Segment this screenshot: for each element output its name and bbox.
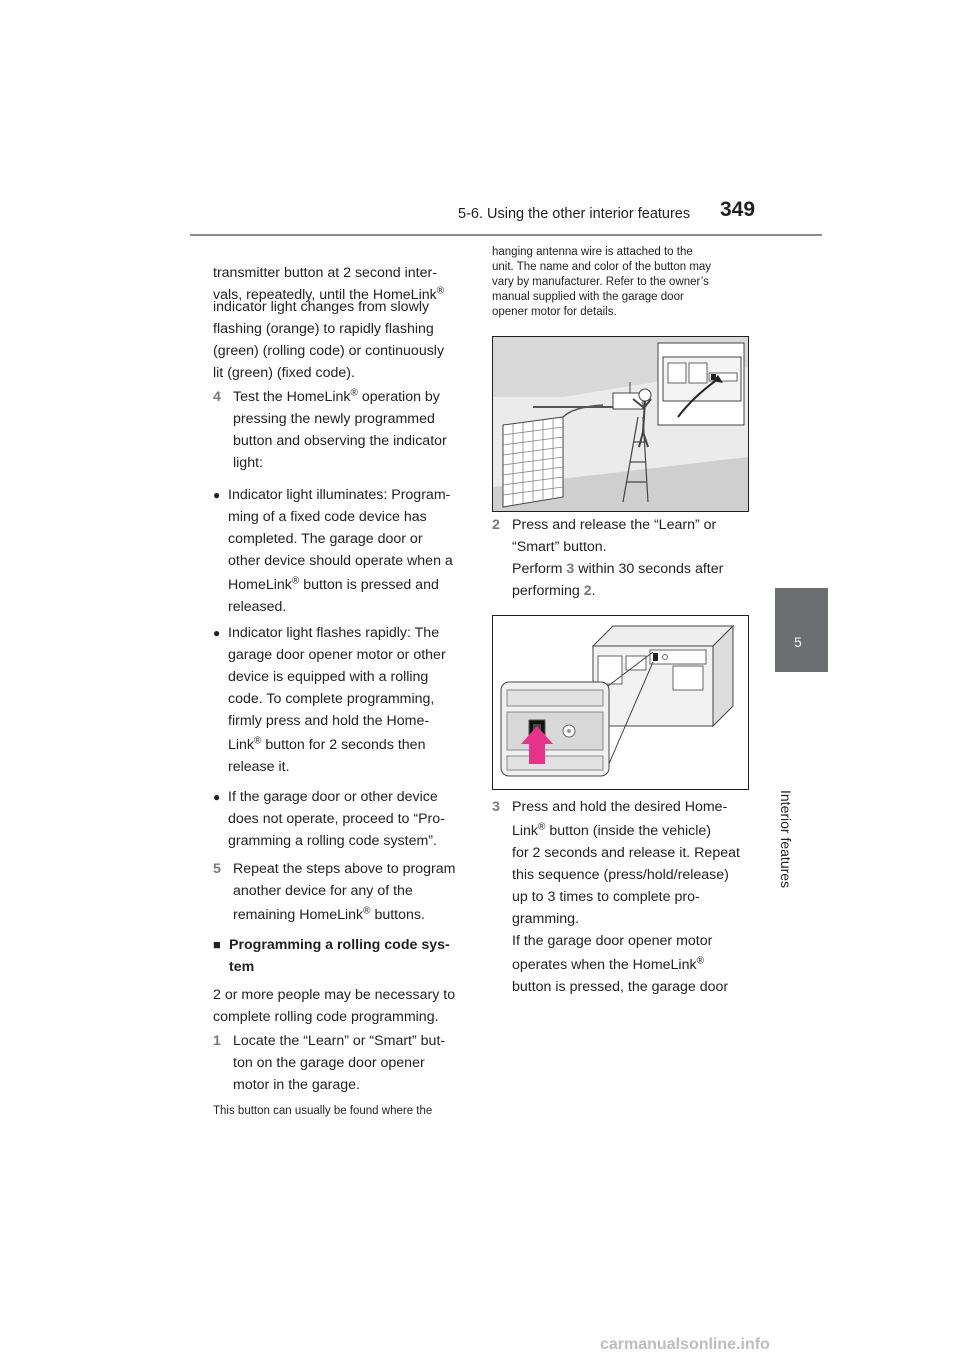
step-number: 3 (492, 799, 500, 815)
bullet-item: ● If the garage door or other device does not operate, proceed to “Pro- gramming a rolling code system”. (213, 789, 445, 849)
body-line: (green) (rolling code) or continuously (213, 343, 445, 359)
learn-button-graphic (493, 616, 748, 789)
step-number: 2 (492, 517, 500, 533)
body-line: complete rolling code programming. (213, 1009, 439, 1025)
chapter-number: 5 (794, 634, 802, 650)
chapter-label: Interior features (778, 790, 794, 889)
note-text: manual supplied with the garage door (492, 291, 684, 303)
section-title: 5-6. Using the other interior features (458, 206, 691, 222)
chapter-tab (775, 588, 828, 672)
watermark: carmanualsonline.info (600, 1336, 770, 1353)
step-4: 4 Test the HomeLink® operation by pressing the newly programmed button and observing the indicator light: (213, 387, 447, 471)
step-number: 4 (213, 389, 221, 405)
body-line: lit (green) (fixed code). (213, 365, 355, 381)
step-5: 5 Repeat the steps above to program another device for any of the remaining HomeLink® buttons. (213, 858, 455, 926)
garage-opener-illustration (492, 336, 749, 512)
step-3: 3 Press and hold the desired Home- Link® button (inside the vehicle) for 2 seconds and release it. Repeat this sequence (press/hold/release) up to 3 times to complete pro- gramming. If the garage door opener motor operates when the HomeLink® button is pressed, the garage door (492, 796, 740, 998)
note-text: unit. The name and color of the button may (492, 261, 712, 273)
note-text: This button can usually be found where the (213, 1105, 433, 1117)
step-number: 5 (213, 861, 221, 877)
note-text: vary by manufacturer. Refer to the owner’s (492, 276, 709, 288)
step-1: 1 Locate the “Learn” or “Smart” but- ton on the garage door opener motor in the garage. (213, 1030, 445, 1096)
body-line: 2 or more people may be necessary to (213, 987, 456, 1003)
learn-button-illustration (492, 615, 749, 790)
step-number: 1 (213, 1033, 221, 1049)
body-line: transmitter button at 2 second inter- (213, 265, 437, 281)
garage-scene-graphic (493, 337, 748, 511)
body-line: flashing (orange) to rapidly flashing (213, 321, 434, 337)
header-divider (190, 234, 822, 236)
page-number: 349 (720, 198, 756, 221)
note-text: hanging antenna wire is attached to the (492, 246, 693, 258)
body-line: indicator light changes from slowly (213, 299, 430, 315)
note-text: opener motor for details. (492, 306, 617, 318)
section-heading: ■ Programming a rolling code sys- tem (213, 937, 450, 975)
step-2: 2 Press and release the “Learn” or “Smart” button. Perform 3 within 30 seconds after performing 2. (492, 514, 723, 602)
body-line: vals, repeatedly, until the HomeLink® (213, 285, 445, 303)
bullet-item: ● Indicator light illuminates: Program- ming of a fixed code device has completed. The garage door or other device should operate when a HomeLink® button is pressed and released. (213, 487, 453, 615)
bullet-item: ● Indicator light flashes rapidly: The garage door opener motor or other device is equipped with a rolling code. To complete programming, firmly press and hold the Home- Link® button for 2 seconds then release it. (213, 625, 446, 775)
